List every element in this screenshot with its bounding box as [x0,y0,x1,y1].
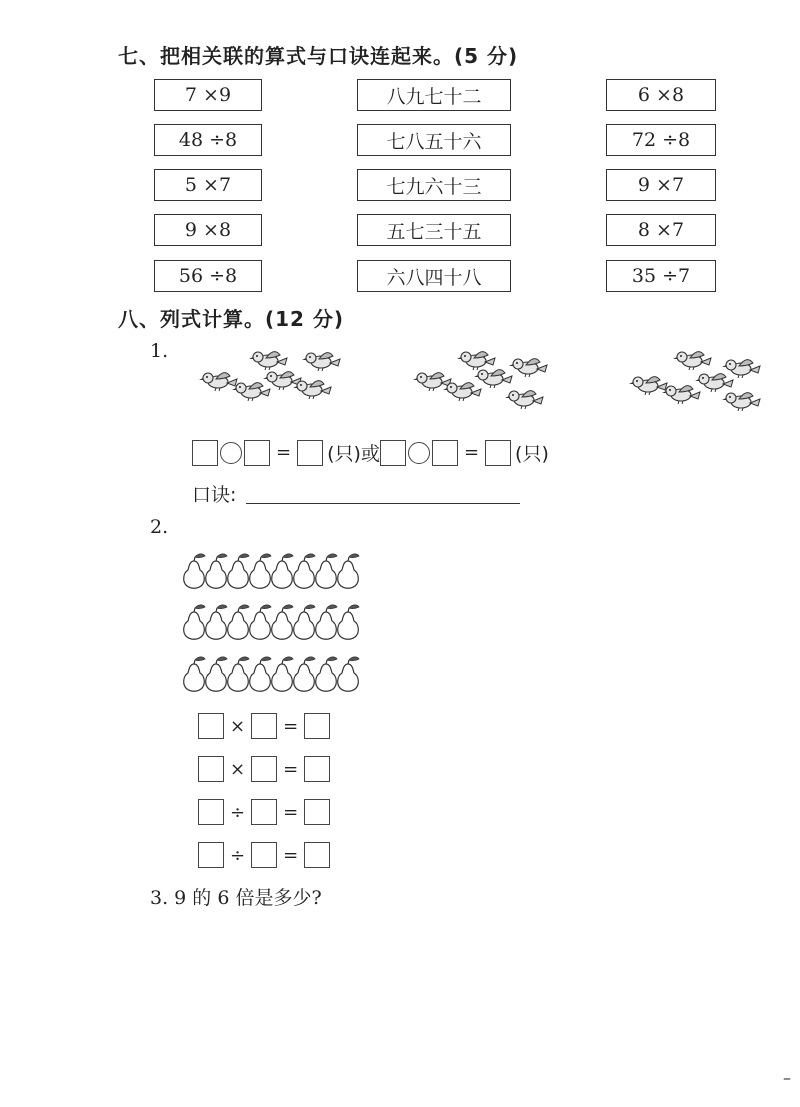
expression-box[interactable]: 8 ×7 [606,214,716,246]
unit-label: (只) [327,443,361,465]
pear-icon [316,605,337,639]
pear-icon [294,554,315,588]
koujue-box[interactable]: 八九七十二 [357,79,511,111]
unit-label: (只) [515,443,549,465]
expression-box[interactable]: 7 ×9 [154,79,262,111]
equals-sign: = [276,442,292,463]
answer-box[interactable] [251,713,277,739]
pear-icon [184,605,205,639]
answer-box[interactable] [198,799,224,825]
koujue-label: 口诀: [192,484,237,506]
equals-sign: = [283,801,299,823]
pear-icon [250,554,271,588]
pear-icon [338,657,359,691]
operator-sign: ÷ [230,844,246,866]
question-1-number: 1. [150,340,169,362]
question-3-text: 3. 9 的 6 倍是多少? [150,887,322,909]
answer-box[interactable] [198,842,224,868]
koujue-box[interactable]: 七九六十三 [357,169,511,201]
koujue-box[interactable]: 五七三十五 [357,214,511,246]
question-2-number: 2. [150,516,169,538]
expression-box[interactable]: 72 ÷8 [606,124,716,156]
pear-icon [184,657,205,691]
pear-icon [228,605,249,639]
operator-sign: ÷ [230,801,246,823]
answer-box[interactable] [251,842,277,868]
section-8-title: 八、列式计算。(12 分) [118,307,345,331]
pear-row-2 [184,605,359,639]
answer-box[interactable] [304,713,330,739]
koujue-box[interactable]: 六八四十八 [357,260,511,292]
page-mark: – [783,1068,791,1087]
expression-box[interactable]: 9 ×8 [154,214,262,246]
pear-icon [228,657,249,691]
answer-box[interactable] [304,842,330,868]
pear-icon [206,605,227,639]
pear-icon [272,657,293,691]
koujue-box[interactable]: 七八五十六 [357,124,511,156]
pear-icon [338,554,359,588]
pear-icon [250,657,271,691]
equals-sign: = [283,844,299,866]
section-7-title: 七、把相关联的算式与口诀连起来。(5 分) [118,44,519,68]
pear-icon [316,657,337,691]
pear-icon [294,657,315,691]
pear-icon [338,605,359,639]
answer-box[interactable] [304,756,330,782]
pear-row-1 [184,554,359,588]
answer-box[interactable] [304,799,330,825]
expression-box[interactable]: 48 ÷8 [154,124,262,156]
expression-box[interactable]: 5 ×7 [154,169,262,201]
pear-icon [184,554,205,588]
question-2-equation [198,842,330,868]
answer-box[interactable] [198,756,224,782]
question-2-equation [198,799,330,825]
question-2-equation [198,713,330,739]
expression-box[interactable]: 56 ÷8 [154,260,262,292]
pear-icon [316,554,337,588]
pear-icon [228,554,249,588]
expression-box[interactable]: 9 ×7 [606,169,716,201]
pear-icon [272,605,293,639]
pear-icon [206,657,227,691]
pear-row-3 [184,657,359,691]
equals-sign: = [463,442,480,463]
expression-box[interactable]: 35 ÷7 [606,260,716,292]
operator-sign: × [230,758,246,780]
answer-box[interactable] [198,713,224,739]
pear-icon [294,605,315,639]
or-label: 或 [360,443,380,465]
pear-icon [206,554,227,588]
question-2-equation [198,756,330,782]
equals-sign: = [283,758,299,780]
operator-sign: × [230,715,246,737]
pear-icon [272,554,293,588]
pear-icon [250,605,271,639]
equals-sign: = [283,715,299,737]
answer-box[interactable] [251,756,277,782]
answer-box[interactable] [251,799,277,825]
expression-box[interactable]: 6 ×8 [606,79,716,111]
